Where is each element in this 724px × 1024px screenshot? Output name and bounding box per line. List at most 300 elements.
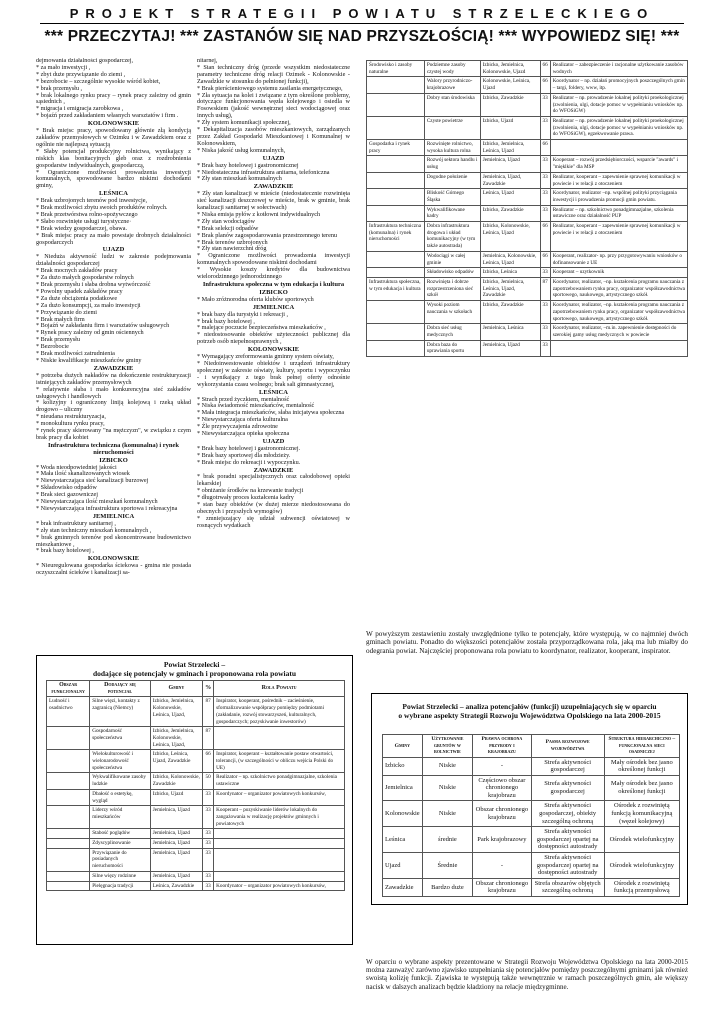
table-cell: Izbicko [383,757,423,775]
text-line: * Za dużo małych gospodarstw rolnych [36,274,134,282]
text-line: dejmowania działalności gospodarczej, [36,58,134,64]
slogan: *** PRZECZYTAJ! *** ZASTANÓW SIĘ NAD PRZYSZŁOŚCIĄ! *** WYPOWIEDZ SIĘ! *** [44,28,680,45]
table-cell: Dobra infrastruktura drogowa i układ komunikacyjny (w tym także autostrada) [424,222,480,252]
section-heading: KOLONOWSKIE [87,555,140,563]
table-cell: 66 [203,750,214,773]
table-cell: Bliskość Górnego Śląska [424,189,480,205]
text-line: * brak przemysłu , [36,84,83,92]
table-cell [367,301,425,324]
table-cell [550,140,687,156]
text-column-left [36,58,191,648]
box-right-caption-line1: Powiat Strzelecki – analiza potencjałów (funkcji) uzupełniających się w oparciu [402,702,657,711]
table-row [47,871,345,881]
table-cell: 33 [540,189,550,205]
table-cell: Rozwinięte rolnictwo, wysoka kultura rolna [424,140,480,156]
table-cell: Jemielnica, Ujazd [150,848,202,871]
table-cell [47,773,90,789]
text-line: * potrzeba dużych nakładów na dokończenie restrukturyzacji istniejących zakładów przemysłowych [36,371,191,386]
text-line: * Za dużo konsumpcji, za mało inwestycji [36,301,141,309]
table-cell: Koordynator, realizator –np. wspólnej polityki przyciągania inwestycji i prowadzenia promocji gmin powiatu. [550,189,687,205]
table-cell: 33 [540,268,550,278]
table-cell: Mały ośrodek bez jasno określonej funkcji [604,757,679,775]
table-cell: 33 [203,848,214,871]
table-cell: Składowisko odpadów [424,268,480,278]
table-cell: Strefa aktywności gospodarczej [531,757,604,775]
table-cell: Zdyscyplinowanie [90,839,151,849]
table-row [367,77,688,93]
table-cell: Środowisko i zasoby naturalne [367,61,425,77]
table-cell [367,340,425,356]
table-cell: Realizator – np. prowadzenie lokalnej polityki proekologicznej (zwolnienia, ulgi, dotacje pomoc w wypełnianiu wniosków np. do WFOSiGW), egzekwowanie prawa. [550,116,687,139]
table-row [47,697,345,727]
text-line: * monokultura rynku pracy, [36,420,105,428]
table-row [47,727,345,750]
table-cell: Kooperant, realizator- np. przy przygotowywaniu wniosków o dofinansowanie z UE [550,251,687,267]
text-line: * rynek pracy skierowany "na mężczyzn", w związku z czym brak pracy dla kobiet [36,427,191,441]
table-cell: Koordynator, realizator, –np. kształcenia programu nauczania z zapotrzebowaniem rynku pracy, organizator współzawodnictwa sportowego, naukowego, artystycznego szkół. [550,301,687,324]
text-line: * obniżanie środków na krzewanie tradycji [197,487,304,495]
text-line: * Niewystarczająca opieka społeczna [197,430,290,438]
table-cell: Realizator – zabezpieczenie i racjonalne użytkowanie zasobów wodnych [550,61,687,77]
text-line: * brak poradni specjalistycznych oraz całodobowej opieki lekarskiej [197,473,350,488]
table-cell [47,789,90,805]
text-line: * Niewystarczająca oferta kulturalna [197,416,288,424]
table-cell: Stabość poglądów [90,829,151,839]
column-header: Struktura hierarchiczno – funkcjonalna sieci osadniczej [604,735,679,758]
table-cell: Koordynator, realizator, –m.in. zapewnienie dostępności do szerokiej gamy usług medycznych w powiecie [550,324,687,340]
table-row [367,116,688,139]
table-row [367,324,688,340]
table-cell: Jemielnica, Ujazd [150,871,202,881]
table-row [47,789,345,805]
text-line: * Nieuregulowana gospodarka ściekowa - gmina nie posiada oczyszczalni ścieków i kanalizacji sa- [36,562,191,577]
text-line: * Brak planów zagospodarowania przestrzennego terenu [197,231,338,239]
table-cell: Realizator – np. szkolnictwo ponadgimnazjalne, szkolenia ustawiczne oraz działalność PUP [550,205,687,221]
table-cell: 66 [540,61,550,77]
text-line: * Słaby potencjał produkcyjny rolnictwa, wynikający z niskich klas bonitacyjnych gleb oraz z rozdrobnienia gospodarstw indywidualnych, gospodarczą, [36,147,191,169]
column-header: Obszar funkcjonalny [47,681,90,697]
table-cell: Dobra baza do uprawiania sportu [424,340,480,356]
table-cell: Jemielnica, Ujazd [150,806,202,829]
text-line: * kolizyjny i ograniczony liniją kolejową i rzeką układ drogowo – uliczny [36,399,191,414]
column-header: Pasma rozwojowe województwa [531,735,604,758]
table-cell [367,77,425,93]
text-line: * migracja i emigracja zarobkowa , [36,105,124,113]
text-line: * Rynek pracy zależny od gmin ościennych [36,329,144,337]
text-line: * Słabo rozwinięte usługi turystyczne· [36,217,132,225]
text-line: * Wysokie koszty kredytów dla budownictwa wielorodzinnego jednorodzinnego [197,266,350,281]
table-cell [47,750,90,773]
table-cell: Inspirator, kooperant, pośrednik – zacieśnienie, sformalizowanie współpracy pomiędzy podmiotami (zakładanie, rozwój stowarzyszeń, kulturalnych, gospodarczych; pozyskiwanie inwestorów) [214,697,345,727]
table-cell: Niskie [422,757,472,775]
table-cell: Dobra sieć usług medycznych [424,324,480,340]
table-row [383,775,680,801]
table-cell: Bardzo duże [422,878,472,896]
box-left-caption-line1: Powiat Strzelecki – [163,660,226,669]
table-cell: 50 [203,773,214,789]
table-cell: Ośrodek wielofunkcyjny [604,827,679,853]
table-cell [367,156,425,172]
text-line: * zmniejszający się udział subwencji oświatowej w rosnących wydatkach [197,514,350,529]
text-line: * Mała ilość skanalizowanych wiosek [36,470,130,478]
table-cell: Rozwój sektora handlu i usług [424,156,480,172]
text-line: * Przywiązanie do ziemi [36,308,97,316]
text-line: * Woda nieodpowiedniej jakości [36,463,117,471]
table-cell: Realizator – np. prowadzenie lokalnej polityki proekologicznej (zwolnienia, ulgi, dotacje pomoc w wypełnianiu wniosków np. do WFOSiGW) [550,93,687,116]
table-row [47,839,345,849]
text-line: * Ograniczone możliwości prowadzenia inwestycji komunalnych, spowodowane bardzo niskimi dochodami gminy, [36,168,191,190]
table-cell: Izbicko, Zawadzkie [480,93,540,116]
table-cell: 66 [540,222,550,252]
table-cell: Ośrodek wielofunkcyjny [604,853,679,879]
text-line: * Brak terenów uzbrojonych [197,238,268,246]
table-cell: Częściowo obszar chronionego krajobrazu [473,775,532,801]
table-cell: Ludność i osadnictwo [47,697,90,727]
section-heading: KOLONOWSKIE [87,120,140,128]
table-cell: Silne więzi, kontakty z zagranicą (Niemcy) [90,697,151,727]
table-cell [47,829,90,839]
table-cell: Dogodne położenie [424,172,480,188]
table-cell: Strefa aktywności gospodarczej [531,775,604,801]
table-cell: 87 [540,277,550,300]
text-line: * Bojaźń w zakładaniu firm i warsztatów usługowych [36,322,170,330]
table-cell: Koordynator – np. działań promocyjnych poszczególnych gmin – targi, foldery, www, itp. [550,77,687,93]
table-cell: 33 [540,156,550,172]
text-line: * Zły system komunikacji społecznej, [197,119,291,127]
table-cell: Strefa obszarów objętych szczególną ochroną [531,878,604,896]
table-cell: 33 [540,116,550,139]
table-cell: Jemielnica, Ujazd [150,839,202,849]
table-cell [367,189,425,205]
table-cell: 33 [203,806,214,829]
column-header: Dodający się potencjał [90,681,151,697]
table-row [367,172,688,188]
table-cell: Wykwalifikowane kadry [424,205,480,221]
text-line: * brak gminnych terenów pod skoncentrowane budownictwo mieszkaniowe , [36,533,191,548]
table-cell [367,116,425,139]
box-potentials-roles [36,655,353,945]
table-cell: 33 [203,789,214,805]
text-line: * Niska świadomość mieszkańców, mentalność [197,402,315,410]
column-header: Użytkowanie gruntów w rolnictwie [422,735,472,758]
table-cell: 33 [203,881,214,891]
column-header: Gminy [150,681,202,697]
table-row [367,251,688,267]
potentials-roles-table [46,680,345,891]
table-cell: Kooperant – pozyskiwanie liderów lokalnych do zangażowania w realizację projektów gminnych i powiatowych [214,806,345,829]
text-line: * Bezrobocie [36,343,69,351]
table-cell: Silne więzy rodzinne [90,871,151,881]
table-cell: Jemielnica, Ujazd [150,829,202,839]
table-cell: Walory przyrodniczo-krajobrazowe [424,77,480,93]
box-left-caption [37,660,352,678]
table-cell: 33 [540,324,550,340]
table-cell: Jemielnica, Ujazd [480,156,540,172]
text-line: * Brak przetwórstwa rolno-spożywczego [36,210,138,218]
table-cell: Ośrodek z rozwiniętą funkcją komunikacyjną (węzeł kolejowy) [604,801,679,827]
text-line: * Niska emisja pyłów z kotłowni indywidualnych [197,210,321,218]
text-line: * niedostosowanie obiektów użyteczności publicznej dla potrzeb osób niepełnosprawnych , [197,331,350,346]
table-cell: Niskie [422,801,472,827]
table-cell: Izbicko, Leśnica [480,268,540,278]
table-row [367,140,688,156]
table-cell: Wielokulturowość i wielonarodowość społeczeństwa [90,750,151,773]
table-cell: Izbicko, Jemielnica, Leśnica, Ujazd [480,140,540,156]
text-line: * Składowisko odpadów [36,484,97,492]
table-cell: Izbicko, Jemielnica, Kolonowskie, Leśnica, Ujazd, [150,727,202,750]
table-cell: Jemielnica, Leśnica [480,324,540,340]
table-cell: Ośrodek z rozwiniętą funkcją przemysłową [604,878,679,896]
section-heading: Infrastruktura społeczna w tym edukacja i kultura [202,281,345,288]
table-cell: 33 [540,301,550,324]
text-line: * Strach przed życzkiem, mentalność [197,395,290,403]
table-cell [47,848,90,871]
table-cell: Jemielnica, Ujazd, Zawadzkie [480,172,540,188]
page-header-title: PROJEKT STRATEGII POWIATU STRZELECKIEGO [40,6,684,24]
table-cell [214,727,345,750]
table-row [367,301,688,324]
text-line: * relatywnie słaba i mało konkurencyjna sieć zakładów usługowych i handlowych [36,385,191,400]
summary-paragraph: W powyższym zestawieniu zostały uwzględnione tylko te potencjały, które występują, w co najmniej dwóch gminach powiatu. Ponadto do większości potencjałów została przyporządkowana rola, jaką ma lub miałby do odegrania powiat. Najczęściej proponowana rola powiatu to koordynator, realizator, kooperant, inspirator. [366,630,688,655]
table-cell: Izbicko, Jemielnica, Kolonowskie, Leśnica, Ujazd, [150,697,202,727]
table-cell: Czyste powietrze [424,116,480,139]
box-complementary-analysis [371,693,688,905]
text-line: nitarnej, [197,58,218,64]
text-line: * Za duże obciążenia podatkowe [36,294,118,302]
table-cell: Zawadzkie [383,878,423,896]
section-heading: IZBICKO [99,456,128,464]
text-line: * Brak uzbrojonych terenów pod inwestycje, [36,197,148,205]
text-line: * Brak przemysłu [36,336,80,344]
table-cell: Strefa aktywności gospodarczej, obiekty szczególną ochroną [531,801,604,827]
table-cell: Izbicko, Kolonowskie, Leśnica, Ujazd [480,222,540,252]
text-line: * Brak selekcji odpadów [197,224,259,232]
table-cell: Realizator – np. szkolnictwo ponadgimnazjalne, szkolenia ustawiczne [214,773,345,789]
table-cell: Gospodarność społeczeństwa [90,727,151,750]
text-line: * za mało inwestycji , [36,63,91,71]
table-row [47,773,345,789]
text-line: * brak lokalnego rynku pracy – rynek pracy zależny od gmin sąsiednich , [36,91,191,106]
table-cell: Izbicko, Jemielnica, Leśnica, Ujazd, Zawadzkie [480,277,540,300]
text-line: * Niska jakość usług komunalnych, [197,146,286,154]
text-line: * Brak miejsc pracy, spowodowany głównie złą kondycją zakładów przemysłowych w Ozimku i w Zawadzkiem oraz z ogólnie nie najlepszą sytuacją [36,127,191,148]
table-row [367,222,688,252]
section-heading: UJAZD [262,154,285,162]
table-cell [550,340,687,356]
table-cell: Leśnica [383,827,423,853]
box-right-caption-line2: o wybrane aspekty Strategii Rozwoju Województwa Opolskiego na lata 2000-2015 [398,711,661,720]
box-left-caption-line2: dodające się potencjały w gminach i proponowana rola powiatu [92,669,297,678]
section-heading: LEŚNICA [99,190,128,198]
column-header: % [203,681,214,697]
table-cell [47,806,90,829]
table-cell: Obszar chronionego krajobrazu [473,801,532,827]
table-cell [367,268,425,278]
table-cell: 33 [203,829,214,839]
potentials-table [366,60,688,357]
text-line: * Powolny upadek zakładów pracy [36,287,123,295]
text-line: * Brak małych firm [36,315,85,323]
table-row [47,829,345,839]
text-line: * Stan techniczny dróg (przede wszystkim niedostateczne parametry techniczne dróg relacji Ozimek - Kolonowskie - Zawadzkie w stosunku do pełnionej funkcji), [197,63,350,85]
text-line: * Brak miejsc pracy za mało powstaje drobnych działalności gospodarczych [36,231,191,246]
table-cell: Przywiązanie do posiadanych nieruchomości [90,848,151,871]
table-cell: Jemielnica [383,775,423,801]
table-cell: Strefa aktywności gospodarczej opartej na dostępności autostrady [531,827,604,853]
table-cell: 33 [540,172,550,188]
table-row [383,801,680,827]
text-line: * Mała integracja mieszkańców, słaba inicjatywa społeczna [197,409,345,417]
table-cell [47,881,90,891]
table-cell: Dbałość o estetykę, wygląd [90,789,151,805]
table-row [367,340,688,356]
text-line: * Niewystarczająca sieć kanalizacji burzowej [36,477,149,485]
text-line: * Mało zróżnorodna oferta klubów sportowych [197,295,314,303]
text-line: * nieudana restrukturyzacja, [36,413,106,421]
table-cell [367,205,425,221]
table-cell: Wodociągi w całej gminie [424,251,480,267]
table-cell: Gospodarka i rynek pracy [367,140,425,156]
text-line: * Brak możliwości zatrudnienia [36,350,115,358]
text-line: * bezrobocie – szczególnie wysokie wśród kobiet, [36,77,161,85]
table-row [47,750,345,773]
text-line: * Zły stan kanalizacji w mieście (niedostatecznie rozwinięta sieć kanalizacji deszczowej w mieście, brak w gminie, brak kanalizacji sanitarnej w sołectwach) [197,190,350,212]
table-row [367,93,688,116]
table-cell: Koordynator – organizator powiatowych konkursów, [214,789,345,805]
table-cell [367,93,425,116]
table-row [47,848,345,871]
text-line: * Wymagający zreformowania gminny system oświaty, [197,353,334,361]
table-cell: Wysoki poziom nauczania w szkołach [424,301,480,324]
section-heading: KOLONOWSKIE [247,346,300,354]
text-line: * Brak wiedzy gospodarczej, obawa. [36,224,128,232]
table-cell [214,848,345,871]
table-cell: Realizator, kooperant – zapewnienie sprawnej komunikacji w powiecie i w relacji z otoczeniem [550,172,687,188]
table-cell: Infrastruktura techniczna (komunalna) i rynek nieruchomości [367,222,425,252]
table-cell: 66 [540,140,550,156]
table-cell [47,727,90,750]
text-line: * Niedostateczna infrastruktura anitarna, telefoniczna [197,168,330,176]
text-line: * Źle przywyczajenia zdrowotne [197,423,278,431]
section-heading: UJAZD [102,246,125,254]
table-cell: Kolonowskie [383,801,423,827]
text-line: * Zły stan mieszkań komunalnych [197,175,282,183]
box-right-caption [372,702,687,720]
table-cell: Inspirator, kooperant – kształtowanie postaw otwartości, tolerancji, (w szczególności w obliczu wejścia Polski do UE) [214,750,345,773]
table-cell [214,829,345,839]
text-line: * Brak możliwości zbytu swoich produktów rolnych. [36,204,168,212]
section-heading: ZAWADZKIE [253,466,294,474]
table-cell: 33 [540,340,550,356]
text-line: * brak bazy hotelowej , [36,547,94,555]
text-line: * Niewystarczająca ilość mieszkań komunalnych [36,498,158,506]
text-column-middle [197,58,350,648]
table-cell: 33 [540,93,550,116]
text-line: * Brak mocnych zakładów pracy [36,267,118,275]
table-cell: Izbicko, Kolonowskie, Zawadzkie [150,773,202,789]
table-cell: Ujazd [383,853,423,879]
table-cell: Jemielnica, Ujazd [480,340,540,356]
table-cell: Jemielnica, Kolonowskie, Leśnica, Ujazd [480,251,540,267]
table-cell: Strefa aktywności gospodarczej opartej na dostępności autostrady [531,853,604,879]
table-cell: Izbicko, Zawadzkie [480,301,540,324]
table-cell [367,172,425,188]
section-heading: JEMIELNICA [252,303,295,311]
table-cell: Dobry stan środowiska [424,93,480,116]
text-line: * Brak miejsc do rekreacji i wypoczynku. [197,458,301,466]
section-heading: Infrastruktura techniczna (komunalna) i rynek nieruchomości [47,441,180,456]
table-row [367,205,688,221]
table-cell: - [473,853,532,879]
table-row [367,268,688,278]
table-cell: Liderzy wśród mieszkańców [90,806,151,829]
table-row [367,156,688,172]
table-cell: Koordynator – organizator powiatowych konkursów, [214,881,345,891]
text-line: * Nieduża aktywność ludzi w zakresie podejmowania działalności gospodarczej [36,253,191,268]
text-line: * Zły stan nawierzchni dróg [197,245,267,253]
table-cell: Izbicko, Leśnica, Ujazd, Zawadzkie [150,750,202,773]
complementary-table [382,734,680,897]
section-heading: LEŚNICA [259,388,288,396]
text-line: * brak bazy hotelowej , [197,317,255,325]
section-heading: UJAZD [262,437,285,445]
column-header: Rola Powiatu [214,681,345,697]
text-line: * stan bazy obiektów (w dużej mierze niedostosowana do obecnych i przyszłych wymogów) [197,501,350,515]
table-cell: Kolonowskie, Leśnica, Ujazd [480,77,540,93]
text-line: * Zła sytuacja na kolei i związane z tym określone problemy, dotyczące funkcjonowania węzła kolejowego i osiedla w Fosowskiem (jakość wewnętrznej sieci wodociągowej oraz innych usług), [197,91,350,120]
text-line: * Niskie kwalifikacje mieszkańców gminy [36,356,142,364]
closing-paragraph: W oparciu o wybrane aspekty prezentowane w Strategii Rozwoju Województwa Opolskiego na lata 2000-2015 można zauważyć zarówno zjawisko uzupełniania się potencjałów pomiędzy poszczególnymi gminami jak również swoistą kolizję funkcji. Zjawiska te występują także wewnętrznie w ramach poszczególnych gmin, ale większy nacisk w dalszych analizach będzie kładziony na relacje międzygminne. [366,958,688,991]
text-line: * Brak przemysłu i słaba drobna wytwórczość [36,281,151,288]
table-cell: 87 [203,727,214,750]
table-cell: Koordynator, realizator, –np. kształcenia programu nauczania z zapotrzebowaniem rynku pracy, organizator współzawodnictwa sportowego, naukowego, artystycznego szkół. [550,277,687,300]
table-cell: Mały ośrodek bez jasno określonej funkcji [604,775,679,801]
table-row [383,853,680,879]
text-line: * Brak sieci gazowniczej [36,491,99,499]
table-cell [367,251,425,267]
section-heading: IZBICKO [259,288,288,296]
table-cell: Podziemne zasoby czystej wody [424,61,480,77]
table-cell: Leśnica, Ujazd [480,189,540,205]
text-line: * Brak bazy sportowej dla młodzieży. [197,451,291,459]
table-cell: 33 [540,205,550,221]
table-cell: 66 [540,77,550,93]
table-row [367,61,688,77]
table-cell: 66 [540,251,550,267]
text-line: * Niedoinwestowanie obiektów i urządzeń infrastruktury społecznej w zakresie oświaty, kultury, sportu i wypoczynku - i wynikający z tego brak pełnej oferty odnośnie wykorzystania czasu wolnego; brak sali gimnastycznej, [197,359,350,388]
text-line: * brak infrastruktury sanitarnej , [36,519,116,527]
table-cell: Park krajobrazowy [473,827,532,853]
table-cell: Kooperant – uzytkownik [550,268,687,278]
table-cell: Pielęgnacja tradycji [90,881,151,891]
table-cell: Rozwinięta i dobrze rozprzestrzeniona sieć szkół [424,277,480,300]
table-cell [214,871,345,881]
table-row [47,881,345,891]
table-row [47,806,345,829]
table-cell: Średnie [422,853,472,879]
text-line: * długotrwały proces kształcenia kadry [197,494,294,502]
column-header: Prawna ochrona przyrody i krajobrazu [473,735,532,758]
table-cell [47,839,90,849]
table-cell [214,839,345,849]
table-cell: średnie [422,827,472,853]
table-cell: Izbicko, Jemielnica, Kolonowskie, Ujazd [480,61,540,77]
table-row [367,277,688,300]
table-cell: Izbicko, Ujazd [480,116,540,139]
text-line: * zbyt duże przywiązanie do ziemi , [36,70,126,78]
table-cell: Obszar chronionego krajobrazu [473,878,532,896]
column-header: Gminy [383,735,423,758]
